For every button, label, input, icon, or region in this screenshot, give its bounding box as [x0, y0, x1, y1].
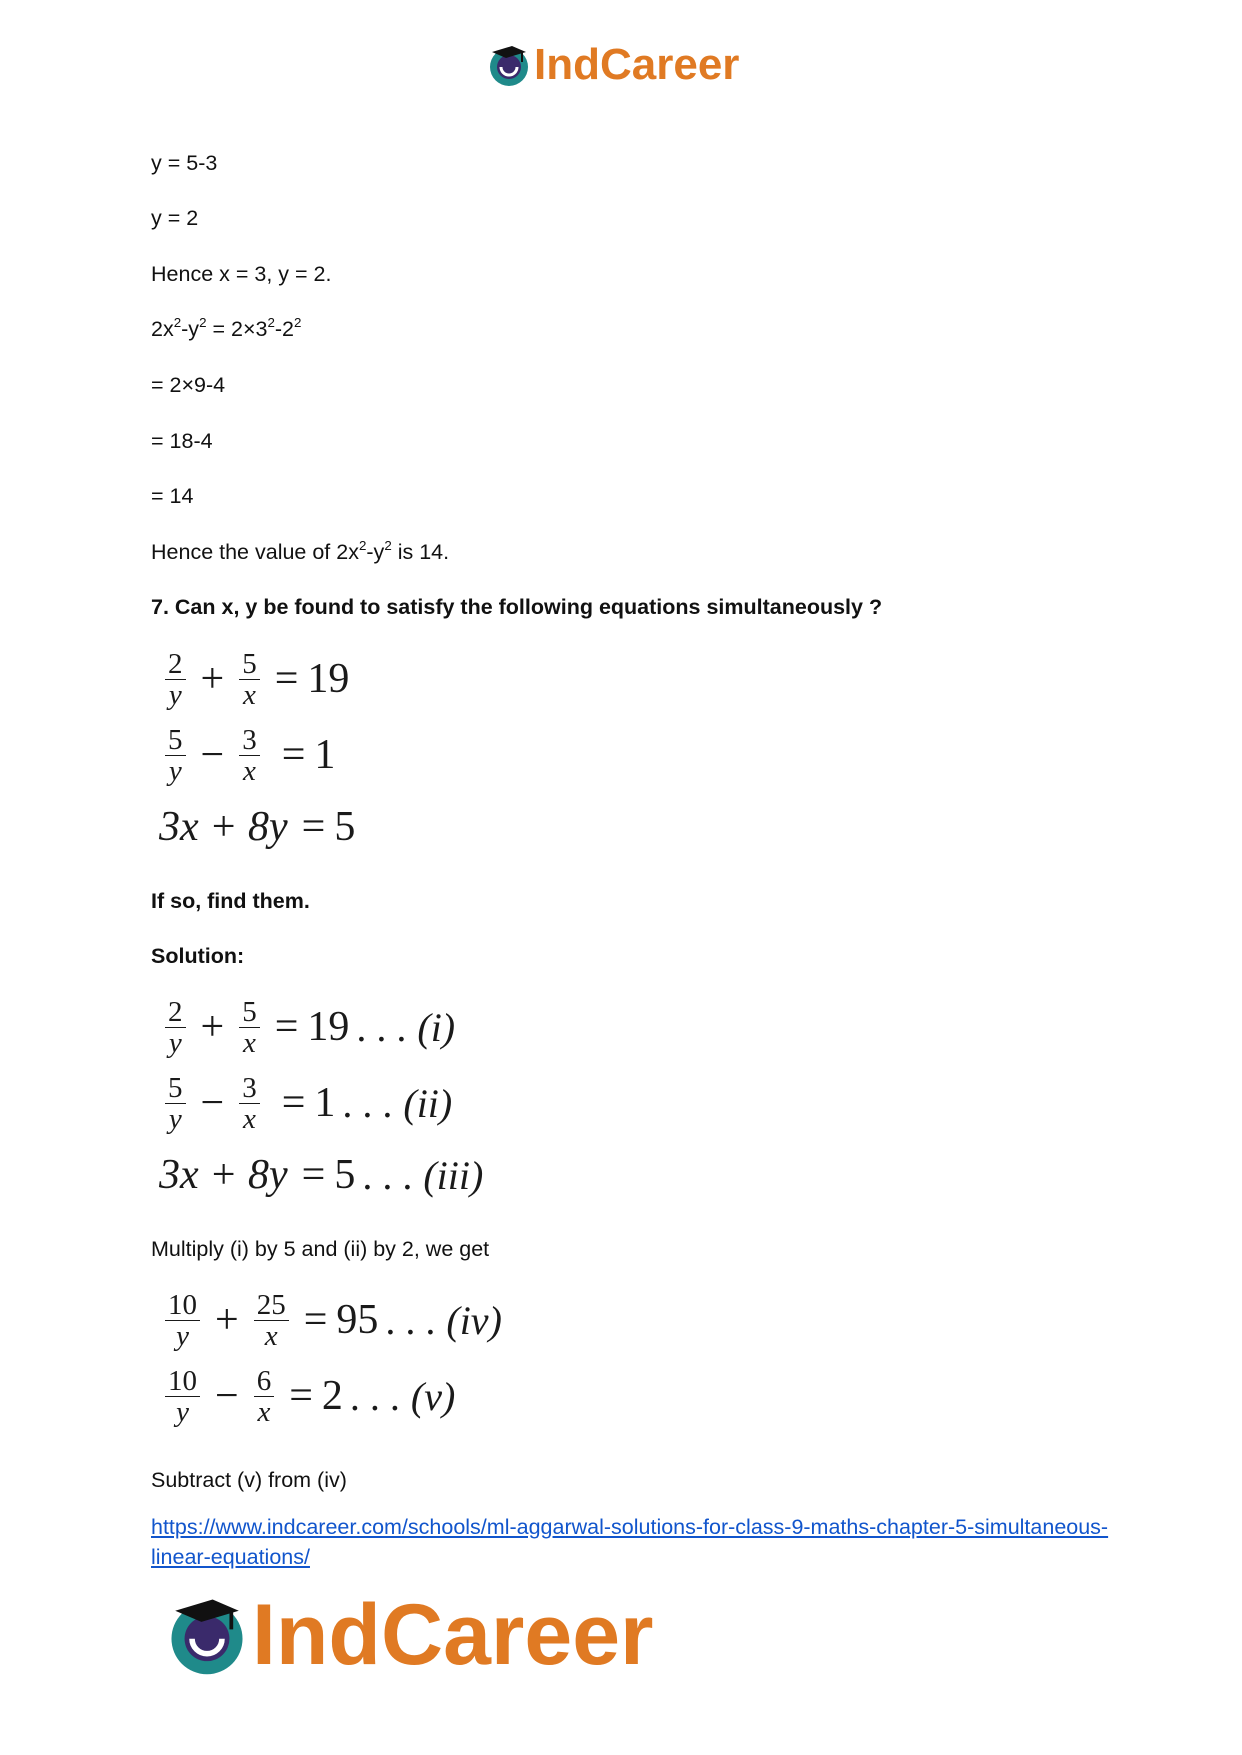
text-line: = 2×9-4: [151, 373, 226, 397]
text-line: Hence x = 3, y = 2.: [151, 262, 332, 286]
text-line: y = 2: [151, 206, 199, 230]
question-heading: 7. Can x, y be found to satisfy the following equations simultaneously ?: [151, 595, 883, 619]
graduation-cap-logo-icon: [164, 1592, 250, 1678]
equation-row-iii: 3x + 8y = 5 . . . (iii): [159, 1152, 484, 1198]
equation-row-ii: $\frac{5}{y}$ − $\frac{3}{x}$ = 1 . . . (ii): [159, 1070, 452, 1136]
source-url-link[interactable]: https://www.indcareer.com/schools/ml-aggarwal-solutions-for-class-9-maths-chapter-5-simultaneous-linear-equations/: [151, 1515, 1109, 1569]
header-logo: [486, 40, 739, 90]
fraction: $\frac{5}{y}$: [165, 725, 186, 786]
graduation-cap-logo-icon: [486, 42, 532, 88]
text-line: y = 5-3: [151, 151, 218, 175]
text-line: = 14: [151, 484, 194, 508]
fraction: $\frac{10}{y}$: [165, 1366, 200, 1427]
equation-row-2: $\frac{5}{y}$ − $\frac{3}{x}$ = 1: [159, 722, 335, 788]
fraction: $\frac{2}{y}$: [165, 649, 186, 710]
equation-row-3: 3x + 8y = 5: [159, 804, 356, 850]
if-so-line: If so, find them.: [151, 889, 310, 913]
fraction: $\frac{3}{x}$: [239, 1073, 260, 1134]
fraction: $\frac{5}{y}$: [165, 1073, 186, 1134]
equation-row-1: $\frac{2}{y}$ + $\frac{5}{x}$ = 19: [159, 646, 349, 712]
footer-logo: [164, 1585, 654, 1685]
equation-row-iv: $\frac{10}{y}$ + $\frac{25}{x}$ = 95 . . . (iv): [159, 1287, 502, 1353]
fraction: $\frac{5}{x}$: [239, 649, 260, 710]
fraction: $\frac{25}{x}$: [254, 1290, 289, 1351]
footer-brand-text: IndCareer: [252, 1586, 654, 1683]
text-line-conclusion: Hence the value of $2x^2-y^2$ is 14.: [151, 537, 450, 564]
fraction: $\frac{5}{x}$: [239, 997, 260, 1058]
subtract-line: Subtract (v) from (iv): [151, 1468, 347, 1492]
equation-row-i: $\frac{2}{y}$ + $\frac{5}{x}$ = 19 . . . (i): [159, 994, 455, 1060]
fraction: $\frac{6}{x}$: [254, 1366, 275, 1427]
fraction: $\frac{10}{y}$: [165, 1290, 200, 1351]
header-brand-text: IndCareer: [534, 40, 740, 89]
fraction: $\frac{3}{x}$: [239, 725, 260, 786]
text-line: = 18-4: [151, 429, 213, 453]
multiply-line: Multiply (i) by 5 and (ii) by 2, we get: [151, 1237, 490, 1261]
equation-row-v: $\frac{10}{y}$ − $\frac{6}{x}$ = 2 . . . (v): [159, 1363, 455, 1429]
fraction: $\frac{2}{y}$: [165, 997, 186, 1058]
text-line-powers: $2x^2-y^2 = 2\times 3^2-2^2$: [151, 314, 302, 341]
solution-heading: Solution:: [151, 944, 245, 968]
